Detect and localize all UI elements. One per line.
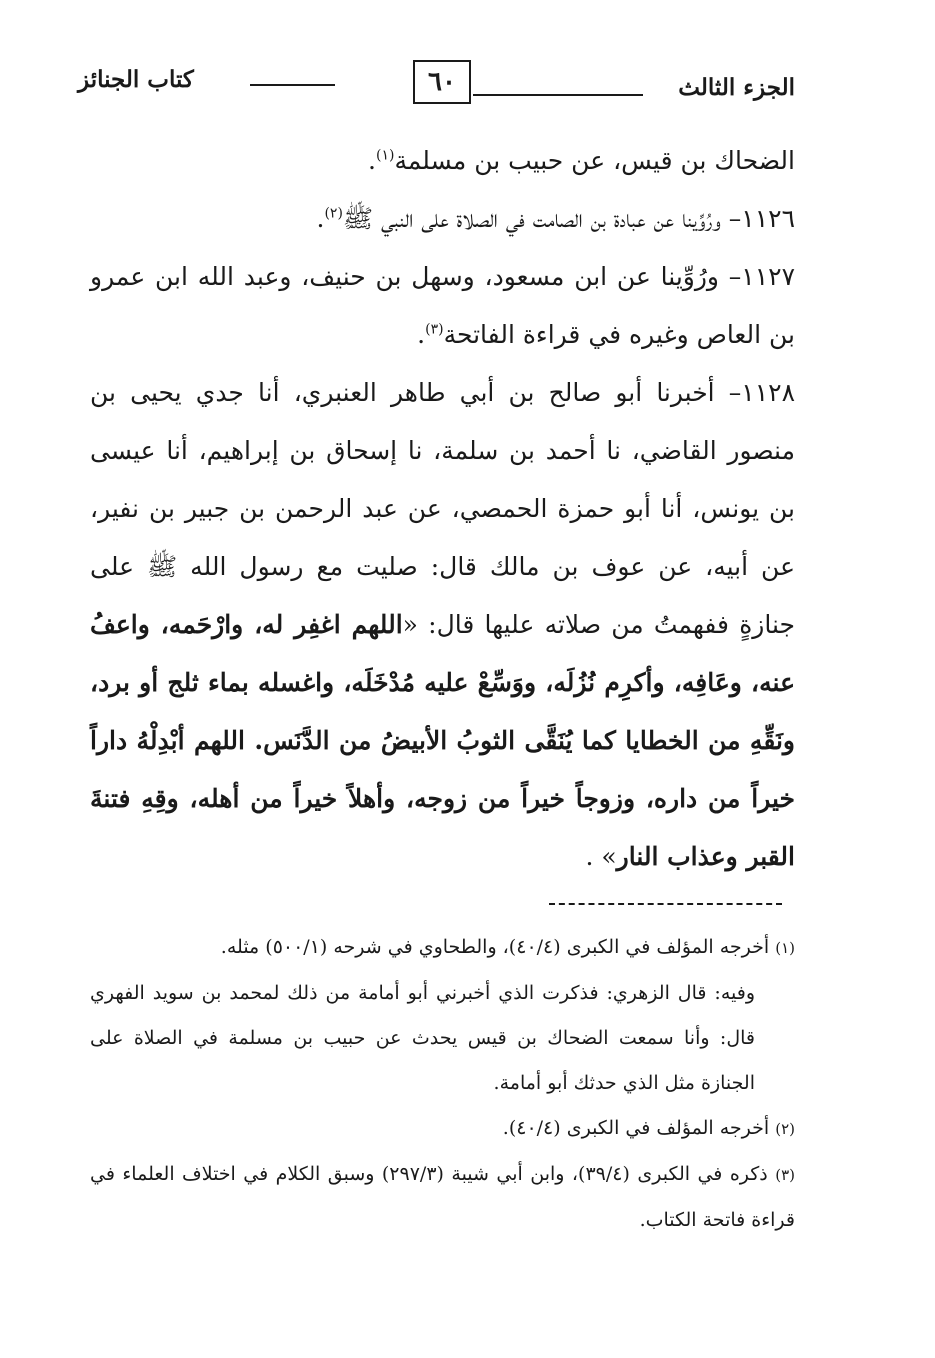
header-book-title: كتاب الجنائز [78,66,194,93]
paragraph-1127-end: . [417,320,426,349]
paragraph-1126-end: . [316,204,325,233]
footnote-ref-3: (٣) [425,321,444,338]
footnote-2-text: أخرجه المؤلف في الكبرى (٤٠/٤). [502,1117,770,1139]
footnote-1-number: (١) [775,939,795,957]
paragraph-1128 [90,364,795,886]
running-header [78,58,795,112]
footnote-3-text: ذكره في الكبرى (٣٩/٤)، وابن أبي شيبة (٢٩٧/٣) وسبق الكلام في اختلاف العلماء في قراءة فاتحة الكتاب. [90,1163,795,1231]
footnote-1-line2: وفيه: قال الزهري: فذكرت الذي أخبرني أبو أمامة من ذلك لمحمد بن سويد الفهري قال: وأنا سمعت الضحاك بن قيس يحدث عن حبيب بن مسلمة في الصلاة على الجنازة مثل الذي حدثك أبو أمامة. [90,982,755,1094]
footnote-2-number: (٢) [775,1120,795,1138]
footnote-2 [90,1106,795,1152]
footnote-1-line1: أخرجه المؤلف في الكبرى (٤٠/٤)، والطحاوي في شرحه (٥٠٠/١) مثله. [220,936,770,958]
paragraph-1-end: . [368,146,376,175]
page-number: ٦٠ [428,67,456,97]
page-number-box [413,60,471,104]
paragraph-1127 [90,248,795,364]
footnote-1 [90,925,795,971]
paragraph-1128-text: ١١٢٨– أخبرنا أبو صالح بن أبي طاهر العنبري، أنا جدي يحيى بن منصور القاضي، نا أحمد بن سلمة، نا إسحاق بن إبراهيم، أنا عيسى بن يونس، أنا أبو حمزة الحمصي، عن عبد الرحمن بن جبير بن نفير، عن أبيه، عن عوف بن مالك قال: صليت مع رسول الله ﷺ على جنازةٍ ففهمتُ من صلاته عليها قال: « [90,378,795,639]
footnote-3-number: (٣) [775,1166,795,1184]
header-rule-left [250,84,335,86]
main-text [90,132,795,886]
paragraph-1126 [90,190,795,248]
footnote-3 [90,1152,795,1243]
footnote-separator [549,903,782,905]
paragraph-1128-end: » . [585,842,617,871]
paragraph-1-text: الضحاك بن قيس، عن حبيب بن مسلمة [394,146,795,175]
paragraph-1126-text: ١١٢٦– ورُوِّينا عن عبادة بن الصامت في الصلاة على النبي ﷺ [342,204,795,233]
footnote-ref-1: (١) [375,147,395,164]
paragraph-1127-text: ١١٢٧– ورُوِّينا عن ابن مسعود، وسهل بن حنيف، وعبد الله ابن عمرو بن العاص وغيره في قراءة الفاتحة [90,262,795,349]
header-volume: الجزء الثالث [678,74,795,101]
supplication-quote: اللهم اغفِر له، وارْحَمه، واعفُ عنه، وعَافِه، وأكرِم نُزُلَه، ووَسِّعْ عليه مُدْخَلَه، واغسله بماء ثلج أو برد، ونَقِّهِ من الخطايا كما يُنَقَّى الثوبُ الأبيضُ من الدَّنَس. اللهم أبْدِلْهُ داراً خيراً من داره، وزوجاً خيراً من زوجه، وأهلاً خيراً من أهله، وقِهِ فتنةَ القبر وعذاب النار [90,610,795,871]
footnote-ref-2: (٢) [324,205,343,222]
footnotes [90,925,795,1243]
footnote-1-continued [90,971,795,1106]
paragraph-1 [90,132,795,190]
header-rule-right [473,94,643,96]
